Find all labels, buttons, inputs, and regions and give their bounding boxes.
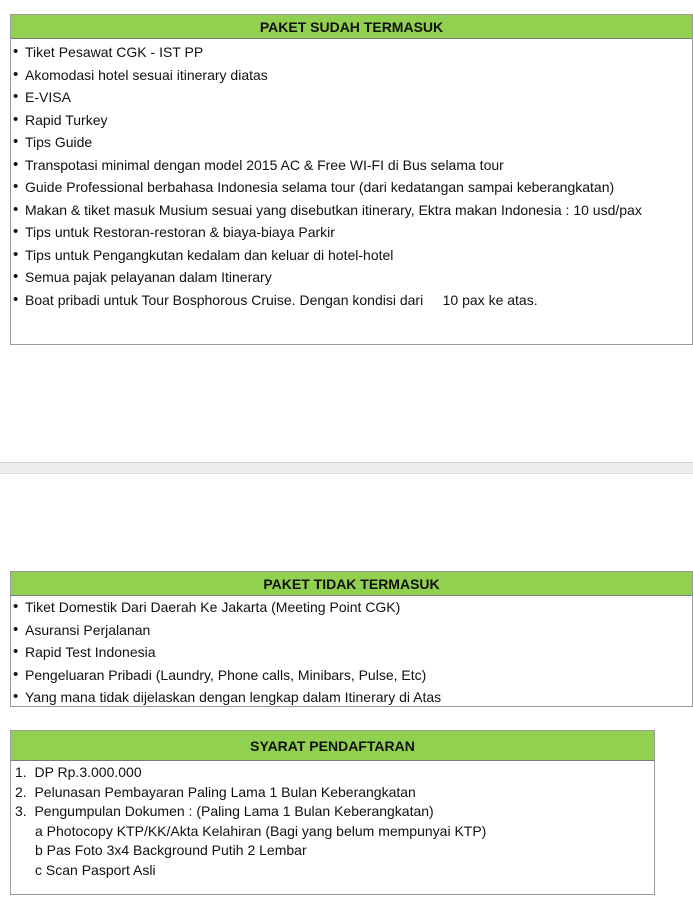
list-item: • Tips Guide — [11, 131, 692, 154]
included-title: PAKET SUDAH TERMASUK — [11, 15, 692, 39]
list-item: • Akomodasi hotel sesuai itinerary diatas — [11, 64, 692, 87]
list-item: 3. Pengumpulan Dokumen : (Paling Lama 1 Bulan Keberangkatan) — [15, 803, 434, 819]
list-item: 2. Pelunasan Pembayaran Paling Lama 1 Bulan Keberangkatan — [15, 783, 416, 800]
list-item: • Guide Professional berbahasa Indonesia selama tour (dari kedatangan sampai keberangkatan) — [11, 176, 692, 199]
registration-section — [10, 730, 655, 895]
list-item: • Tips untuk Restoran-restoran & biaya-biaya Parkir — [11, 221, 692, 244]
list-item: • Transpotasi minimal dengan model 2015 AC & Free WI-FI di Bus selama tour — [11, 154, 692, 177]
excluded-section — [10, 571, 693, 707]
list-item: a Photocopy KTP/KK/Akta Kelahiran (Bagi yang belum mempunyai KTP) — [35, 822, 487, 839]
list-item: • Pengeluaran Pribadi (Laundry, Phone calls, Minibars, Pulse, Etc) — [11, 664, 692, 687]
page-separator — [0, 462, 693, 474]
list-item: • E-VISA — [11, 86, 692, 109]
list-item: • Tiket Domestik Dari Daerah Ke Jakarta (Meeting Point CGK) — [11, 596, 692, 619]
list-item: • Rapid Test Indonesia — [11, 641, 692, 664]
list-item: • Semua pajak pelayanan dalam Itinerary — [11, 266, 692, 289]
list-item: • Rapid Turkey — [11, 109, 692, 132]
list-item: • Asuransi Perjalanan — [11, 619, 692, 642]
list-item: • Tips untuk Pengangkutan kedalam dan keluar di hotel-hotel — [11, 244, 692, 267]
excluded-list — [11, 596, 692, 709]
included-list — [11, 39, 692, 311]
excluded-title: PAKET TIDAK TERMASUK — [11, 572, 692, 596]
list-item: c Scan Pasport Asli — [35, 861, 156, 878]
included-section — [10, 14, 693, 345]
registration-list — [11, 761, 654, 880]
registration-title: SYARAT PENDAFTARAN — [11, 731, 654, 761]
list-item: 1. DP Rp.3.000.000 — [15, 764, 142, 780]
list-item: • Tiket Pesawat CGK - IST PP — [11, 41, 692, 64]
list-item: • Yang mana tidak dijelaskan dengan lengkap dalam Itinerary di Atas — [11, 686, 692, 709]
list-item: • Makan & tiket masuk Musium sesuai yang disebutkan itinerary, Ektra makan Indonesia : 10 usd/pax — [11, 199, 692, 222]
list-item: • Boat pribadi untuk Tour Bosphorous Cruise. Dengan kondisi dari 10 pax ke atas. — [11, 289, 692, 312]
list-item: b Pas Foto 3x4 Background Putih 2 Lembar — [35, 842, 307, 858]
